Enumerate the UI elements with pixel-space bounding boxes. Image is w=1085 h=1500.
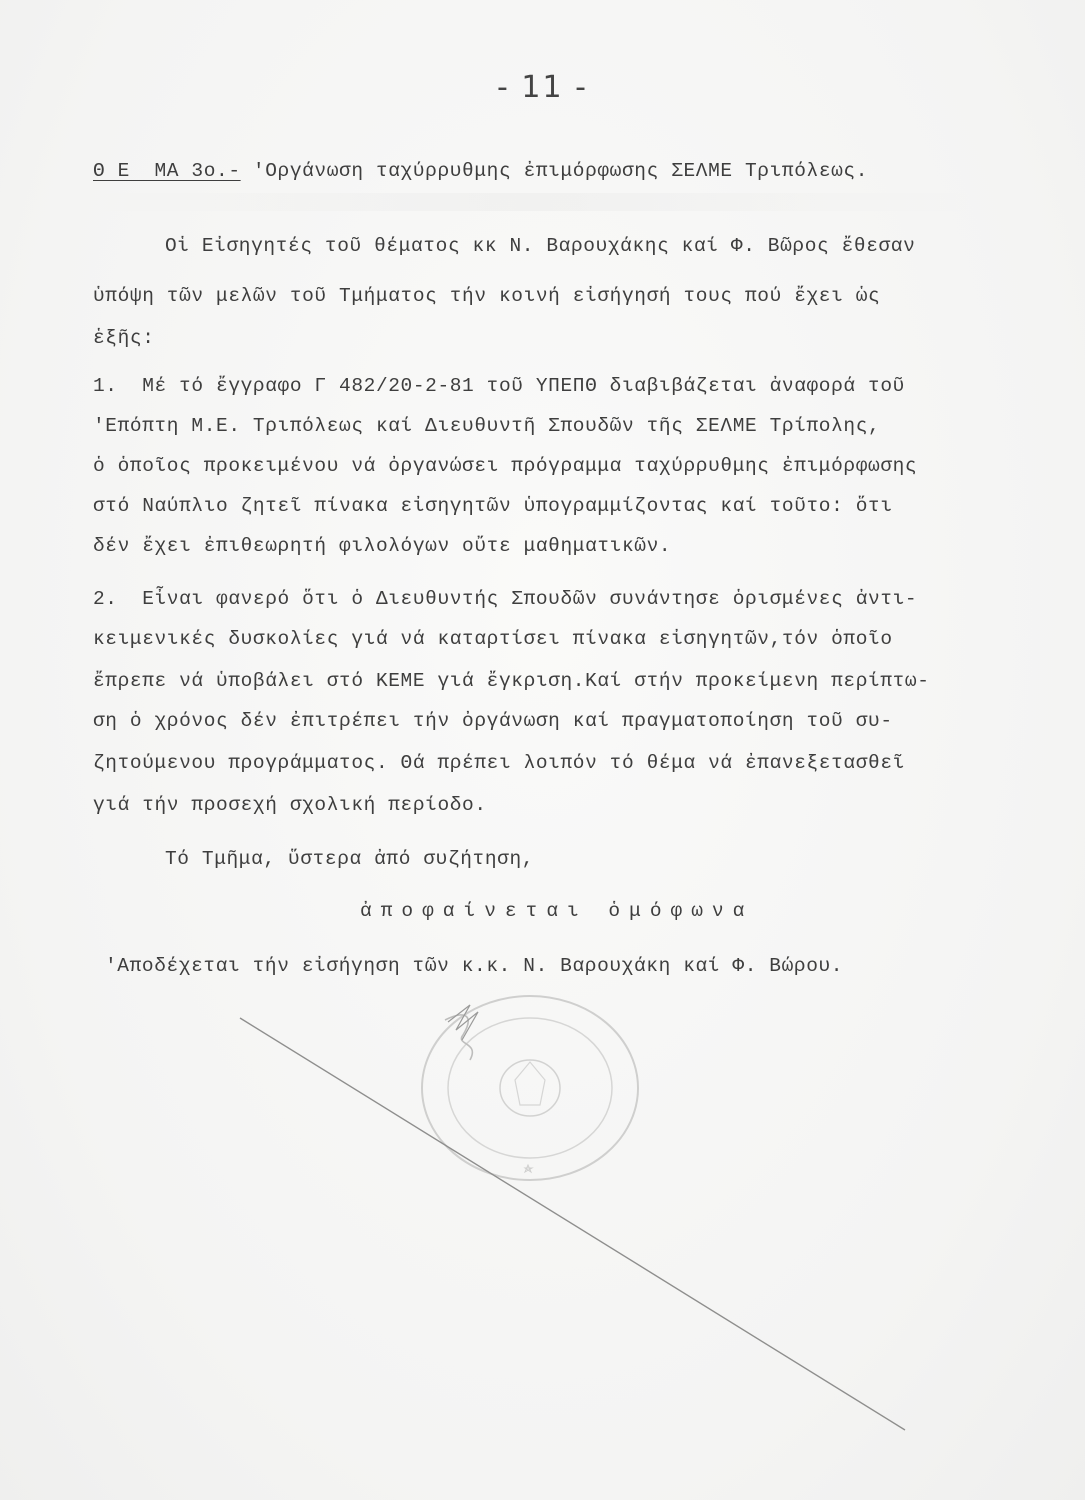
discussion-line: Τό Τμῆμα, ὕστερα ἀπό συζήτηση, xyxy=(165,848,535,870)
item2-line-3: ἔπρεπε νά ὑποβάλει στό ΚΕΜΕ γιά ἔγκριση.Καί στήν προκείμενη περίπτω- xyxy=(93,670,930,692)
intro-line-1: Οἱ Εἰσηγητές τοῦ θέματος κκ Ν. Βαρουχάκης καί Φ. Βῶρος ἔθεσαν xyxy=(165,235,916,257)
item1-line-4: στό Ναύπλιο ζητεῖ πίνακα εἰσηγητῶν ὑπογραμμίζοντας καί τοῦτο: ὅτι xyxy=(93,495,893,517)
resolution-line: 'Αποδέχεται τήν εἰσήγηση τῶν κ.κ. Ν. Βαρουχάκη καί Φ. Βώρου. xyxy=(105,955,844,977)
topic-label: Θ Ε ΜΑ 3ο.- xyxy=(93,160,241,182)
topic-text: 'Οργάνωση ταχύρρυθμης ἐπιμόρφωσης ΣΕΛΜΕ Τριπόλεως. xyxy=(240,160,869,182)
official-stamp-seal xyxy=(405,990,645,1190)
intro-line-2: ὑπόψη τῶν μελῶν τοῦ Τμήματος τήν κοινή εἰσήγησή τους πού ἔχει ὡς xyxy=(93,285,881,307)
item2-line-2: κειμενικές δυσκολίες γιά νά καταρτίσει πίνακα εἰσηγητῶν,τόν ὁποῖο xyxy=(93,628,893,650)
item1-line-3: ὁ ὁποῖος προκειμένου νά ὀργανώσει πρόγραμμα ταχύρρυθμης ἐπιμόρφωσης xyxy=(93,455,918,477)
decision-line: ἀποφαίνεται ὁμόφωνα xyxy=(360,900,754,922)
item2-line-4: ση ὁ χρόνος δέν ἐπιτρέπει τήν ὀργάνωση καί πραγματοποίηση τοῦ συ- xyxy=(93,710,893,732)
page-number: - 11 - xyxy=(497,70,588,105)
intro-line-3: ἑξῆς: xyxy=(93,327,155,349)
item2-line-6: γιά τήν προσεχή σχολική περίοδο. xyxy=(93,794,487,816)
bleed-through-texture xyxy=(93,193,973,211)
item1-line-1: 1. Μέ τό ἔγγραφο Γ 482/20-2-81 τοῦ ΥΠΕΠΘ διαβιβάζεται ἀναφορά τοῦ xyxy=(93,375,905,397)
item2-line-5: ζητούμενου προγράμματος. Θά πρέπει λοιπόν τό θέμα νά ἐπανεξετασθεῖ xyxy=(93,752,905,774)
item1-line-5: δέν ἔχει ἐπιθεωρητή φιλολόγων οὔτε μαθηματικῶν. xyxy=(93,535,672,557)
item2-line-1: 2. Εἶναι φανερό ὅτι ὁ Διευθυντής Σπουδῶν συνάντησε ὁρισμένες ἀντι- xyxy=(93,588,918,610)
item1-line-2: 'Επόπτη Μ.Ε. Τριπόλεως καί Διευθυντῆ Σπουδῶν τῆς ΣΕΛΜΕ Τρίπολης, xyxy=(93,415,881,437)
topic-title xyxy=(93,160,868,182)
